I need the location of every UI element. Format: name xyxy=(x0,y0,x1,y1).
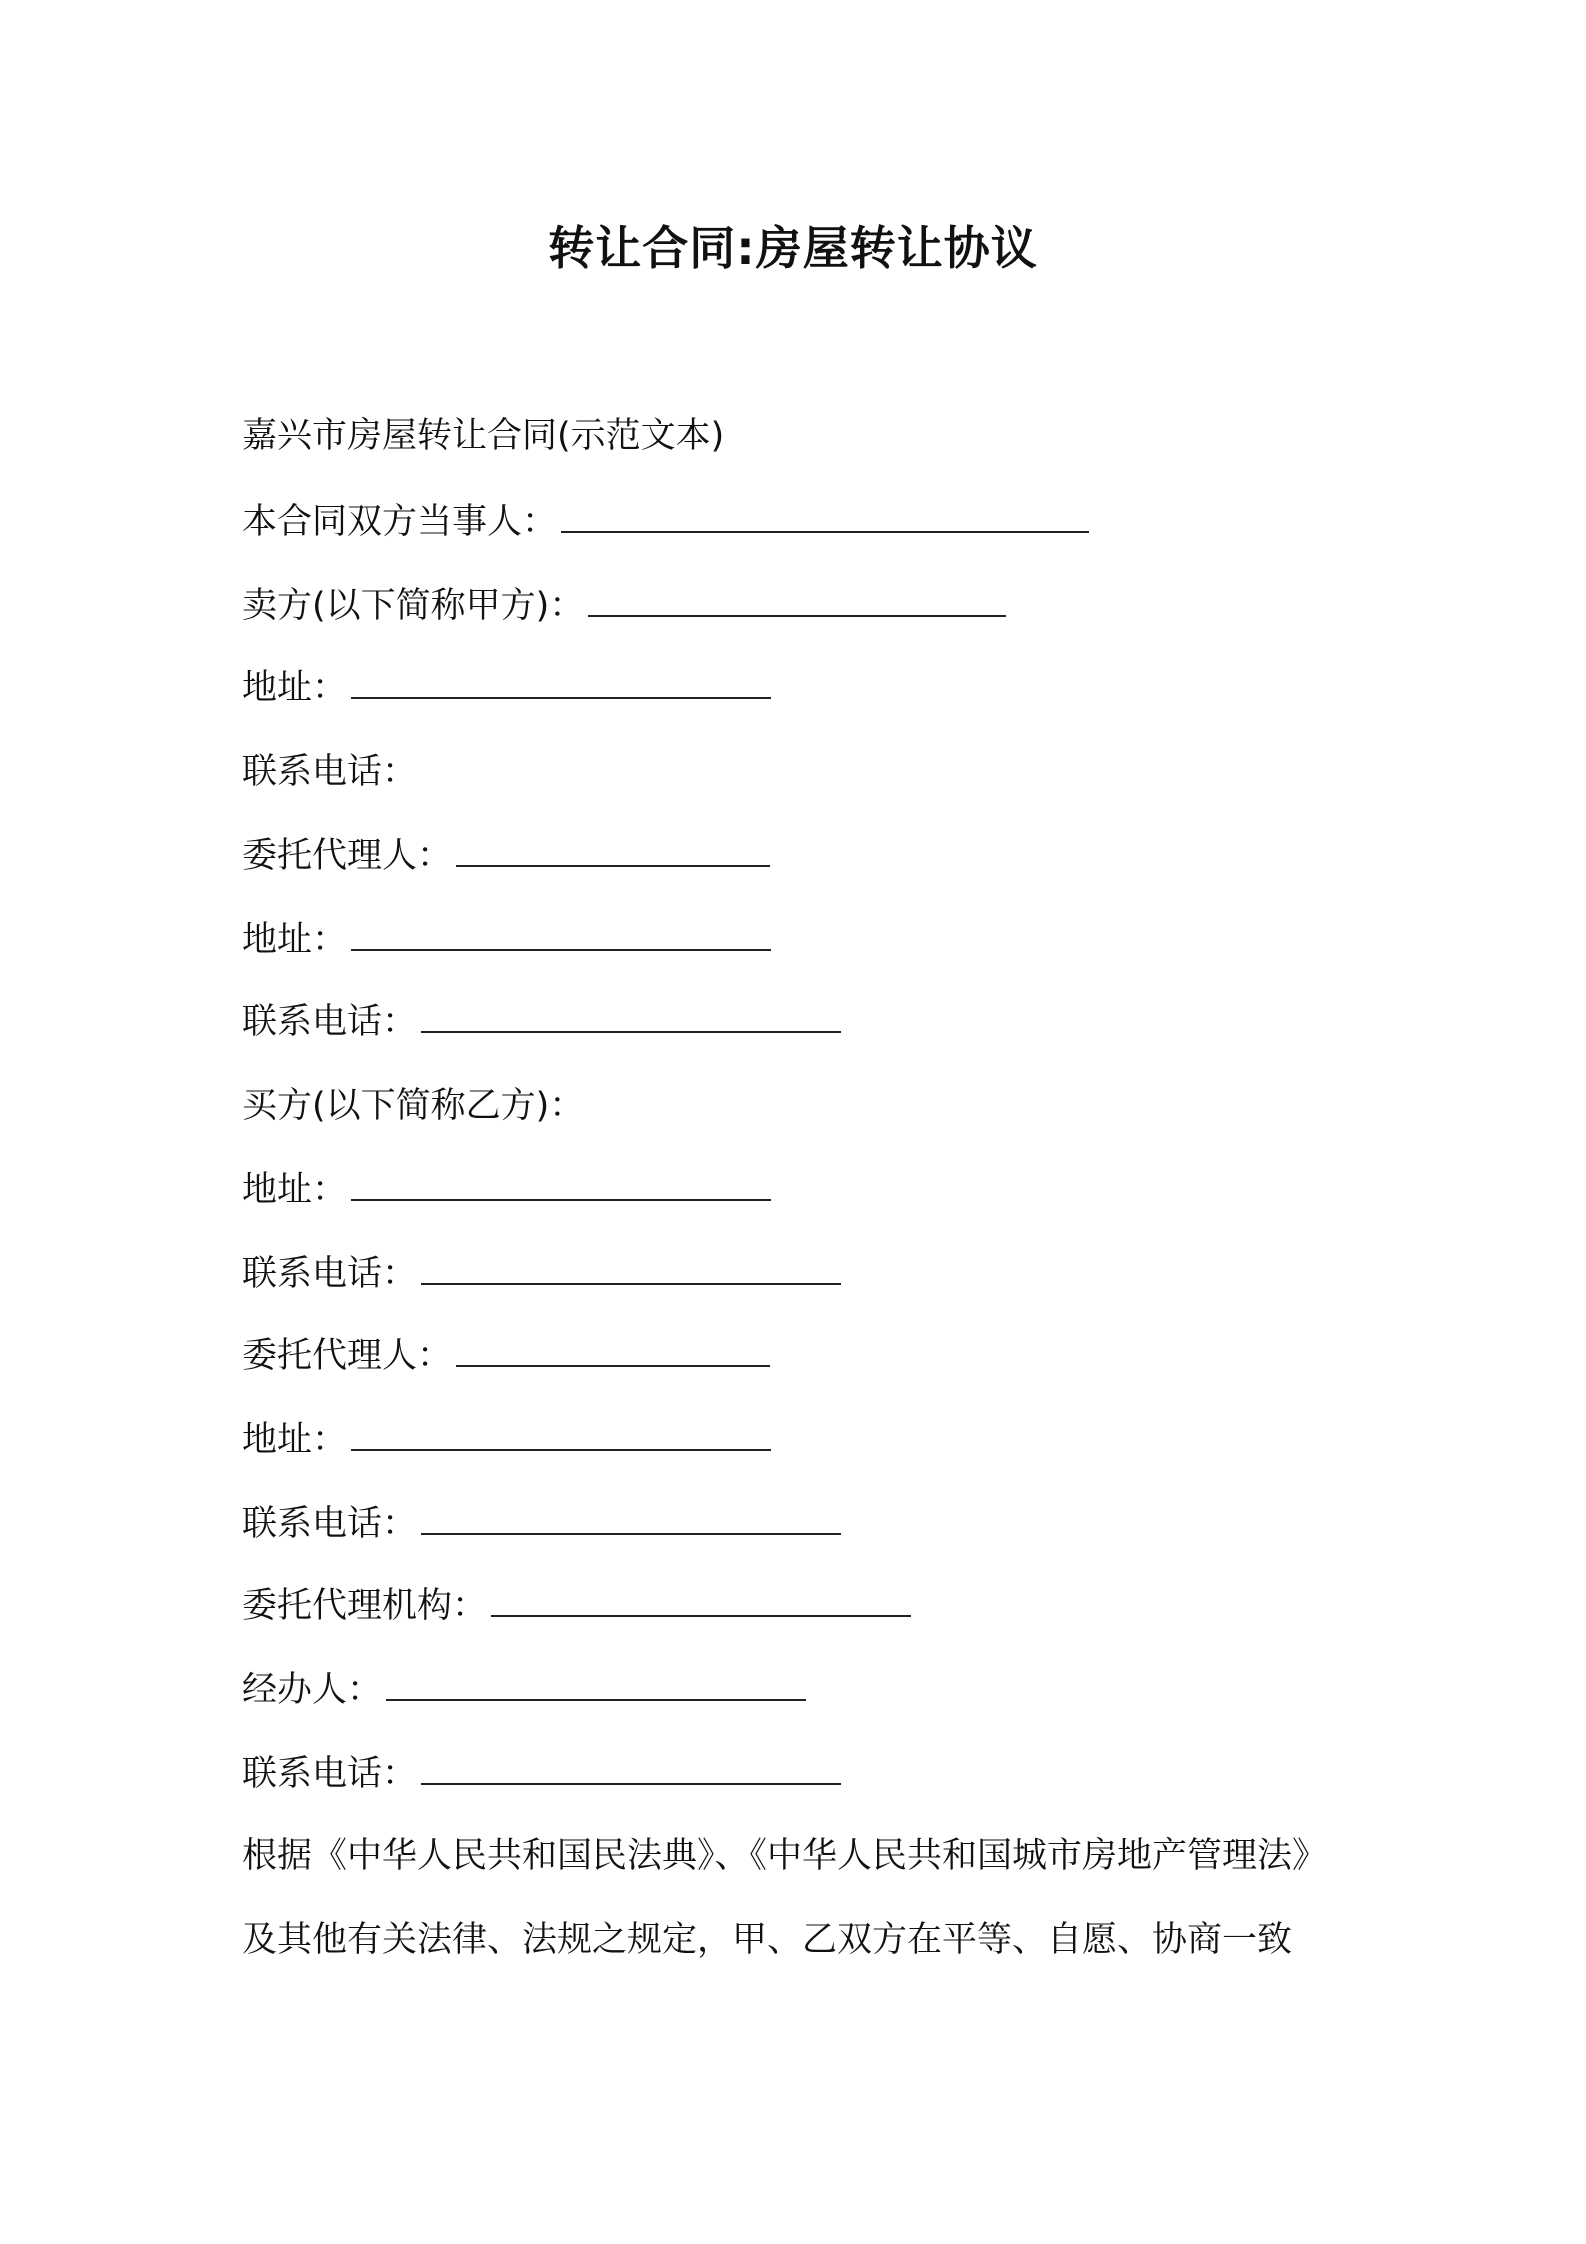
buyer-address-blank xyxy=(351,1169,771,1201)
parties-line xyxy=(242,498,1089,546)
buyer-phone-label: 联系电话： xyxy=(242,1254,418,1294)
seller-address-line xyxy=(242,664,771,712)
seller-address-label: 地址： xyxy=(242,668,348,708)
agency-blank xyxy=(491,1585,911,1617)
buyer-label: 买方(以下简称乙方)： xyxy=(242,1086,585,1126)
seller-agent-label: 委托代理人： xyxy=(242,836,453,876)
buyer-phone-line xyxy=(242,1250,841,1298)
buyer-agent-phone-blank xyxy=(421,1503,841,1535)
parties-label: 本合同双方当事人： xyxy=(242,502,558,542)
agency-label: 委托代理机构： xyxy=(242,1586,488,1626)
seller-agent-address-blank xyxy=(351,919,771,951)
buyer-agent-address-line xyxy=(242,1416,771,1464)
seller-phone-line xyxy=(242,748,417,796)
seller-agent-phone-blank xyxy=(421,1001,841,1033)
seller-phone-label: 联系电话： xyxy=(242,752,418,792)
buyer-agent-address-label: 地址： xyxy=(242,1420,348,1460)
seller-agent-phone-line xyxy=(242,998,841,1046)
seller-agent-phone-label: 联系电话： xyxy=(242,1002,418,1042)
document-title: 转让合同:房屋转让协议 xyxy=(548,221,1038,275)
buyer-agent-phone-line xyxy=(242,1500,841,1548)
buyer-phone-blank xyxy=(421,1253,841,1285)
buyer-agent-line xyxy=(242,1332,770,1380)
handler-phone-label: 联系电话： xyxy=(242,1754,418,1794)
buyer-address-label: 地址： xyxy=(242,1170,348,1210)
agency-line xyxy=(242,1582,911,1630)
seller-blank xyxy=(588,585,1006,617)
buyer-agent-phone-label: 联系电话： xyxy=(242,1504,418,1544)
body-paragraph-line-1: 根据《中华人民共和国民法典》、《中华人民共和国城市房地产管理法》 xyxy=(242,1836,1328,1876)
buyer-agent-blank xyxy=(456,1335,770,1367)
buyer-address-line xyxy=(242,1166,771,1214)
seller-agent-line xyxy=(242,832,770,880)
seller-line xyxy=(242,582,1006,630)
parties-blank xyxy=(561,501,1089,533)
seller-label: 卖方(以下简称甲方)： xyxy=(242,586,585,626)
seller-agent-blank xyxy=(456,835,770,867)
body-paragraph-line-2: 及其他有关法律、法规之规定，甲、乙双方在平等、自愿、协商一致 xyxy=(242,1920,1293,1960)
seller-agent-address-label: 地址： xyxy=(242,920,348,960)
buyer-agent-address-blank xyxy=(351,1419,771,1451)
document-subtitle: 嘉兴市房屋转让合同(示范文本) xyxy=(242,416,725,456)
handler-line xyxy=(242,1666,806,1714)
buyer-agent-label: 委托代理人： xyxy=(242,1336,453,1376)
buyer-line xyxy=(242,1082,584,1130)
handler-phone-blank xyxy=(421,1753,841,1785)
seller-address-blank xyxy=(351,667,771,699)
handler-blank xyxy=(386,1669,806,1701)
handler-label: 经办人： xyxy=(242,1670,383,1710)
seller-agent-address-line xyxy=(242,916,771,964)
handler-phone-line xyxy=(242,1750,841,1798)
